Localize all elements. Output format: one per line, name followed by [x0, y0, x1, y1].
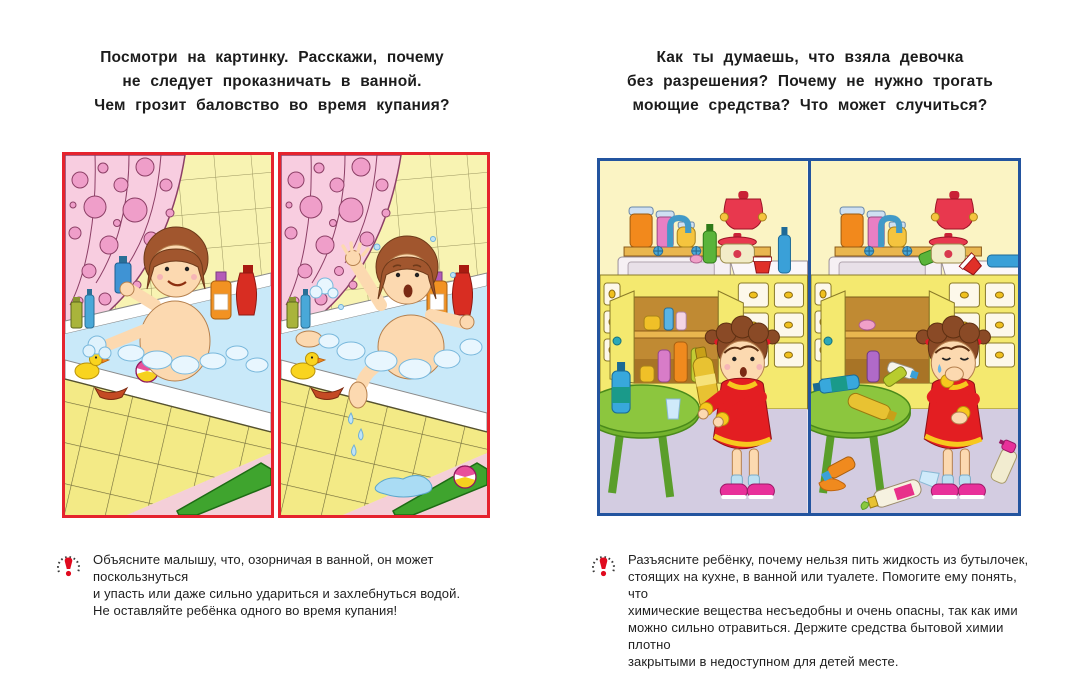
panel-kitchen-taking-bottle [600, 161, 808, 513]
note-line: химические вещества несъедобны и очень опасны, так как ими [628, 603, 1018, 618]
question-line: Как ты думаешь, что взяла девочка [656, 49, 964, 66]
hand-over-mouth [945, 367, 963, 381]
question-line: моющие средства? Что может случиться? [632, 97, 988, 114]
note-line: стоящих на кухне, в ванной или туалете. Помогите ему понять, что [628, 569, 1017, 601]
note-text [93, 551, 491, 619]
note-line: и упасть или даже сильно удариться и захлебнуться водой. [93, 586, 461, 601]
kitchen-illustration [597, 158, 1021, 516]
left-page-question [62, 46, 482, 118]
left-page-parent-note [55, 551, 491, 619]
note-text [628, 551, 1040, 670]
note-line: можно сильно отравиться. Держите средства бытовой химии плотно [628, 620, 1004, 652]
note-line: Разъясните ребёнку, почему нельзя пить жидкость из бутылочек, [628, 552, 1029, 567]
panel-bath-mischief [278, 152, 490, 518]
question-line: не следует проказничать в ванной. [122, 73, 422, 90]
right-page-parent-note [590, 551, 1040, 670]
attention-icon [590, 552, 617, 581]
bathroom-illustration [62, 152, 490, 518]
panel-kitchen-feeling-sick [808, 161, 1019, 513]
note-line: Объясните малышу, что, озорничая в ванной, он может поскользнуться [93, 552, 434, 584]
attention-icon [55, 552, 82, 581]
note-line: закрытыми в недоступном для детей месте. [628, 654, 899, 669]
panel-bath-calm [62, 152, 274, 518]
note-line: Не оставляйте ребёнка одного во время купания! [93, 603, 398, 618]
question-line: Посмотри на картинку. Расскажи, почему [100, 49, 444, 66]
hand-on-stomach [951, 412, 967, 424]
beach-ball-icon [454, 466, 476, 488]
question-line: без разрешения? Почему не нужно трогать [626, 73, 994, 90]
question-line: Чем грозит баловство во время купания? [94, 97, 450, 114]
right-page-question [600, 46, 1020, 118]
